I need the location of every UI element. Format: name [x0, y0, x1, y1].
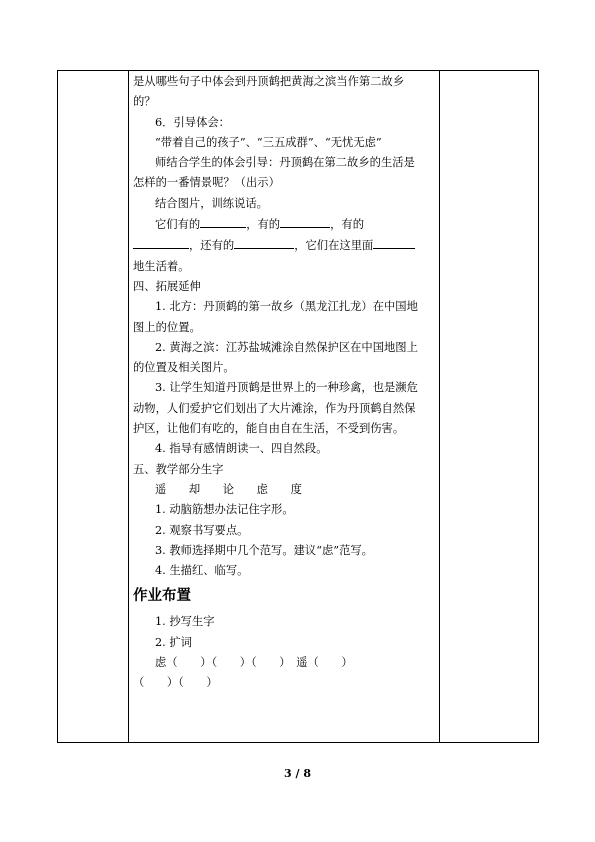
section-heading: 四、拓展延伸	[133, 279, 201, 293]
table-right-border	[538, 70, 539, 743]
blank-underline	[200, 214, 246, 228]
text-line: 2. 观察书写要点。	[155, 523, 249, 537]
text-fragment: 它们有的	[155, 218, 201, 232]
text-line: 师结合学生的体会引导：丹顶鹤在第二故乡的生活是	[155, 156, 415, 170]
text-fragment: ，有的	[246, 218, 281, 232]
text-line: 6．引导体会：	[155, 115, 230, 129]
text-line: 2. 黄海之滨：江苏盐城滩涂自然保护区在中国地图上	[155, 340, 418, 354]
lesson-content	[133, 72, 438, 694]
text-line: 4. 指导有感情朗读一、四自然段。	[155, 442, 328, 456]
fill-in-line	[133, 214, 438, 235]
text-fragment: ，还有的	[189, 239, 235, 253]
blank-underline	[133, 235, 189, 249]
text-line: 地生活着。	[133, 259, 190, 273]
text-line: 3. 教师选择期中几个范写。建议“虑”范写。	[155, 543, 373, 557]
text-fragment: ，有的	[330, 218, 365, 232]
table-bottom-border	[57, 742, 539, 743]
text-line: 的位置及相关图片。	[133, 361, 235, 375]
table-column-divider-2	[439, 70, 440, 743]
text-fragment: ，它们在这里面	[294, 239, 374, 253]
text-line: 3. 让学生知道丹顶鹤是世界上的一种珍禽，也是濒危	[155, 381, 418, 395]
text-line: （ ）（ ）	[133, 676, 218, 690]
character-list: 遥 却 论 虑 度	[155, 482, 302, 496]
blank-underline	[234, 235, 294, 249]
text-line: 图上的位置。	[133, 320, 201, 334]
blank-underline	[280, 214, 330, 228]
homework-heading: 作业布置	[133, 588, 191, 605]
table-column-divider-1	[128, 70, 129, 743]
text-line: 1. 北方：丹顶鹤的第一故乡（黑龙江扎龙）在中国地	[155, 300, 418, 314]
text-line: 怎样的一番情景呢？（出示）	[133, 176, 280, 190]
text-line: 是从哪些句子中体会到丹顶鹤把黄海之滨当作第二故乡	[133, 75, 405, 88]
table-left-border	[57, 70, 58, 743]
text-line: 结合图片，训练说话。	[155, 196, 268, 210]
text-line: 动物，人们爱护它们划出了大片滩涂，作为丹顶鹤自然保	[133, 401, 416, 415]
text-line: 4. 生描红、临写。	[155, 564, 249, 578]
text-line: 的？	[133, 95, 156, 109]
text-line: 2. 扩词	[155, 635, 192, 649]
table-top-border	[57, 70, 539, 71]
section-heading: 五、教学部分生字	[133, 462, 224, 476]
text-line: 护区，让他们有吃的，能自由自在生活，不受到伤害。	[133, 422, 405, 436]
blank-underline	[373, 235, 415, 249]
text-line: 1. 抄写生字	[155, 615, 215, 629]
fill-in-line	[133, 235, 438, 256]
text-line: 1. 动脑筋想办法记住字形。	[155, 503, 294, 517]
text-line: 虑（ ）（ ）（ ） 遥（ ）	[155, 656, 353, 670]
text-line: “带着自己的孩子”、“三五成群”、“无忧无虑”	[155, 135, 382, 149]
page-number: 3 / 8	[284, 767, 311, 780]
